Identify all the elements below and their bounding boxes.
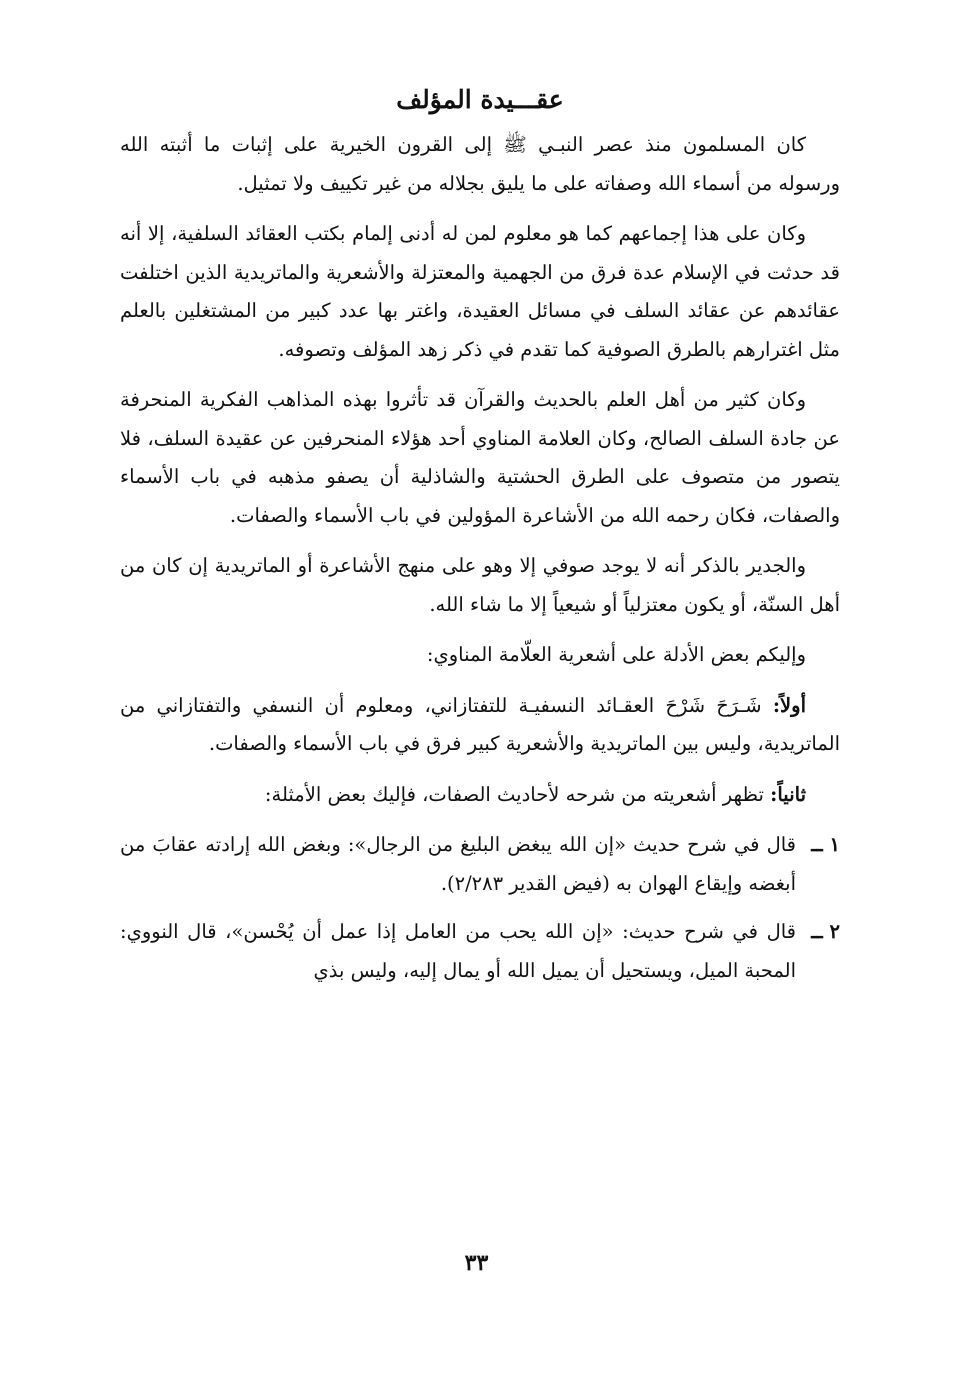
paragraph-text: والجدير بالذكر أنه لا يوجد صوفي إلا وهو على منهج الأشاعرة أو الماتريدية إن كان من أهل السنّة، أو يكون معتزلياً أو شيعياً إلا ما شاء الله.: [120, 554, 840, 616]
paragraph-4: [120, 547, 840, 624]
paragraph-2: [120, 215, 840, 369]
list-item-text: قال في شرح حديث: «إن الله يحب من العامل إذا عمل أن يُحْسن»، قال النووي: المحبة الميل، ويستحيل أن يميل الله أو يمال إليه، وليس بذي: [120, 920, 796, 982]
paragraph-1: [120, 126, 840, 203]
paragraph-3: [120, 381, 840, 535]
document-page: [120, 80, 840, 1000]
list-item-number: ٢ ــ: [811, 920, 840, 943]
list-item-text: قال في شرح حديث «إن الله يبغض البليغ من الرجال»: وبغض الله إرادته عقابَ من أبغضه وإيقاع الهوان به (فيض القدير ٢/٢٨٣).: [120, 833, 796, 895]
page-number: ٣٣: [464, 1250, 489, 1276]
section-title: عقـــيدة المؤلف: [396, 85, 564, 114]
paragraph-text: وإليكم بعض الأدلة على أشعرية العلّامة المناوي:: [426, 643, 806, 666]
paragraph-text: وكان كثير من أهل العلم بالحديث والقرآن قد تأثروا بهذه المذاهب الفكرية المنحرفة عن جادة السلف الصالح، وكان العلامة المناوي أحد هؤلاء المنحرفين عن عقيدة السلف، فلا يتصور من متصوف على الطرق الحشتية والشاذلية أن يصفو مذهبه في باب الأسماء والصفات، فكان رحمه الله من الأشاعرة المؤولين في باب الأسماء والصفات.: [120, 388, 840, 527]
paragraph-7: [120, 776, 840, 815]
list-item-number: ١ ــ: [811, 833, 840, 856]
list-item: [120, 913, 840, 990]
paragraph-text: كان المسلمون منذ عصر النبـي ﷺ إلى القرون الخيرية على إثبات ما أثبته الله ورسوله من أسماء الله وصفاته على ما يليق بجلاله من غير تكييف ولا تمثيل.: [120, 133, 840, 195]
paragraph-text: تظهر أشعريته من شرحه لأحاديث الصفات، فإليك بعض الأمثلة:: [264, 782, 771, 806]
paragraph-6: [120, 687, 840, 764]
paragraph-lead: أولاً:: [772, 693, 806, 717]
list-item: [120, 826, 840, 903]
paragraph-lead: ثانياً:: [770, 782, 806, 806]
paragraph-5: [120, 636, 840, 675]
paragraph-text: وكان على هذا إجماعهم كما هو معلوم لمن له أدنى إلمام بكتب العقائد السلفية، إلا أنه قد حدثت في الإسلام عدة فرق من الجهمية والمعتزلة والأشعرية والماتريدية الذين اختلفت عقائدهم عن عقائد السلف في مسائل العقيدة، واغتر بها عدد كبير من المشتغلين بالعلم مثل اغترارهم بالطرق الصوفية كما تقدم في ذكر زهد المؤلف وتصوفه.: [120, 222, 840, 361]
paragraph-text: شَـرَحَ شَرْحَ العقـائد النسفيـة للتفتازاني، ومعلوم أن النسفي والتفتازاني من الماتريدية، وليس بين الماتريدية والأشعرية كبير فرق في باب الأسماء والصفات.: [120, 693, 840, 755]
